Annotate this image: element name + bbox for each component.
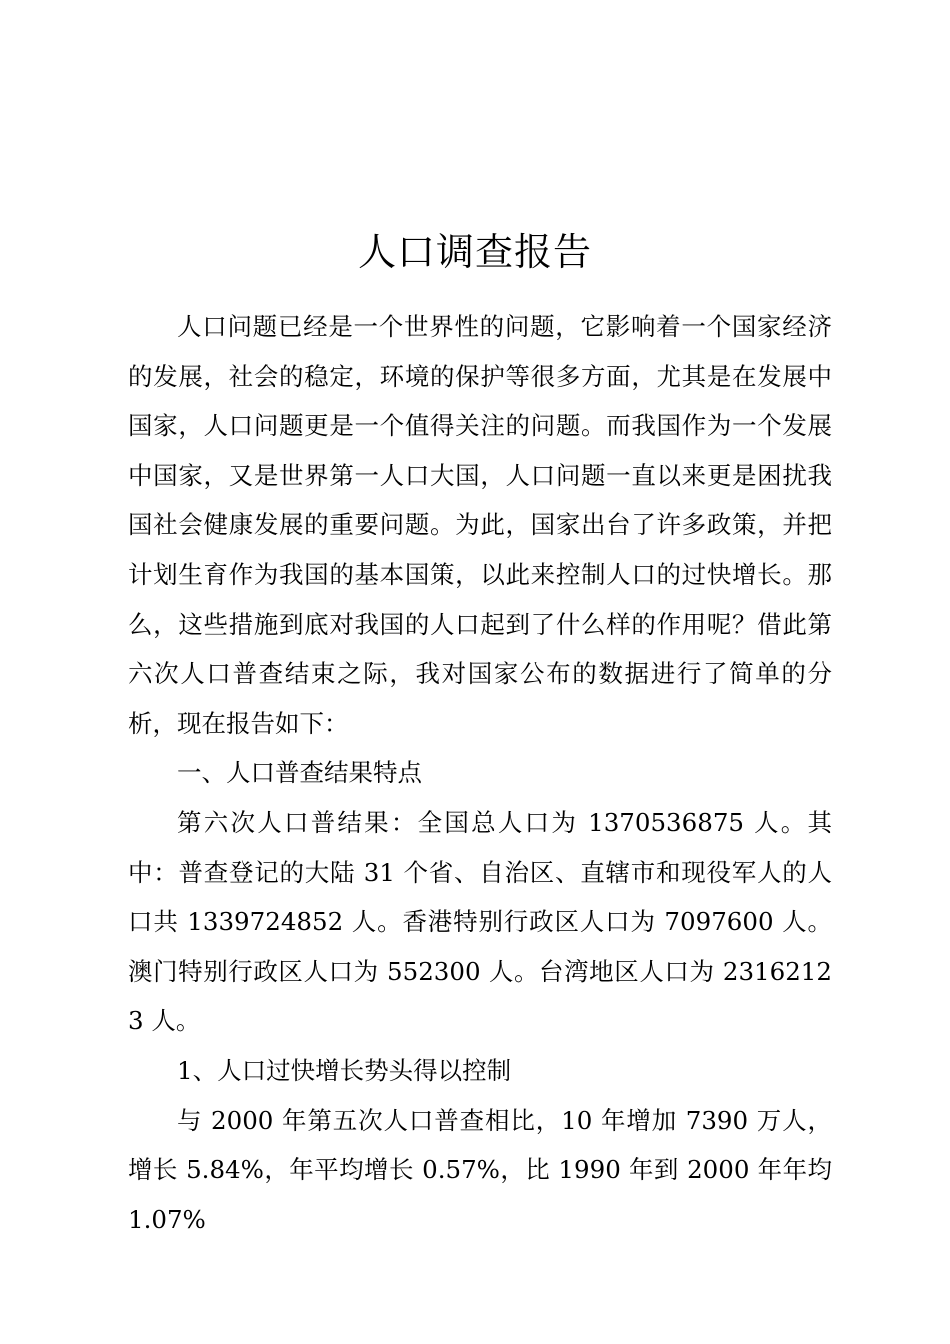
growth-paragraph: 与 2000 年第五次人口普查相比，10 年增加 7390 万人，增长 5.84%，年平均增长 0.57%，比 1990 年到 2000 年年均 1.07% <box>128 1105 832 1234</box>
subsection-heading-growth-controlled: 1、人口过快增长势头得以控制 <box>177 1055 512 1085</box>
intro-paragraph: 人口问题已经是一个世界性的问题，它影响着一个国家经济的发展，社会的稳定，环境的保护等很多方面，尤其是在发展中国家，人口问题更是一个值得关注的问题。而我国作为一个发展中国家，又是世界第一人口大国，人口问题一直以来更是困扰我国社会健康发展的重要问题。为此，国家出台了许多政策，并把计划生育作为我国的基本国策，以此来控制人口的过快增长。那么，这些措施到底对我国的人口起到了什么样的作用呢？借此第六次人口普查结束之际，我对国家公布的数据进行了简单的分析，现在报告如下： <box>128 312 832 738</box>
census-results-paragraph: 第六次人口普结果：全国总人口为 1370536875 人。其中：普查登记的大陆 31 个省、自治区、直辖市和现役军人的人口共 1339724852 人。香港特别行政区人口为 7097600 人。澳门特别行政区人口为 552300 人。台湾地区人口为 23162123 人。 <box>128 807 832 1036</box>
section-heading-census-results: 一、人口普查结果特点 <box>177 758 422 788</box>
document-body <box>128 302 832 1244</box>
document-title: 人口调查报告 <box>357 230 592 274</box>
